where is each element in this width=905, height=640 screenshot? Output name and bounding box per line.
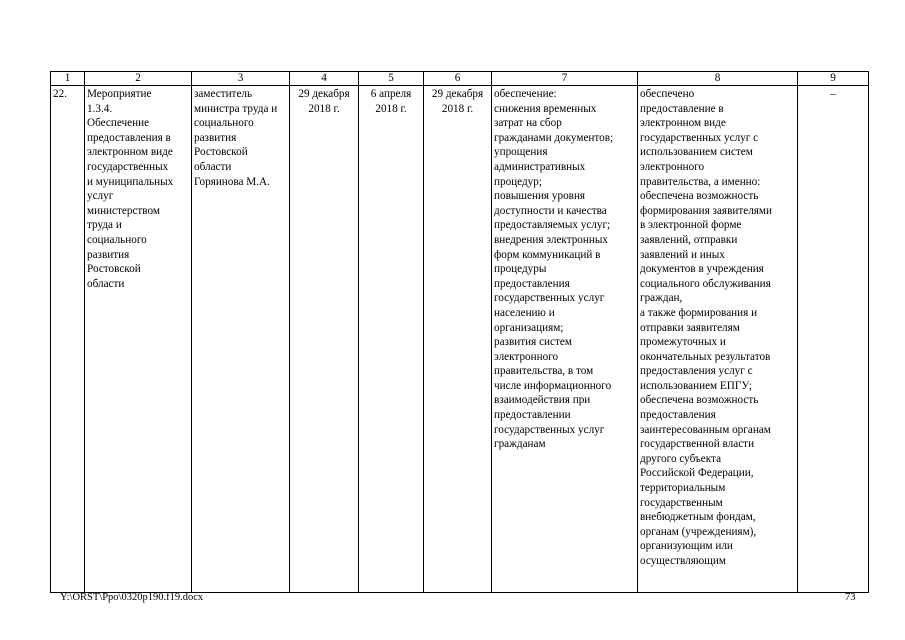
column-number: 4 <box>290 72 359 86</box>
column-number: 8 <box>638 72 798 86</box>
date-plan-cell <box>359 86 424 593</box>
date-start-cell <box>290 86 359 593</box>
date-fact-text: 29 декабря 2018 г. <box>431 88 484 115</box>
column-number: 3 <box>192 72 290 86</box>
responsible-cell <box>192 86 290 593</box>
table-row <box>51 86 869 593</box>
date-fact-cell <box>424 86 492 593</box>
column-number: 1 <box>51 72 85 86</box>
column-number: 5 <box>359 72 424 86</box>
expected-result-cell <box>492 86 638 593</box>
date-start-text: 29 декабря 2018 г. <box>298 88 350 115</box>
row-number: 22. <box>53 88 67 100</box>
column-number: 6 <box>424 72 492 86</box>
event-text: Мероприятие 1.3.4. Обеспечение предоставления в электронном виде государственных и муниципальных услуг министерством труда и социального развития Ростовской области <box>87 88 174 290</box>
date-plan-text: 6 апреля 2018 г. <box>370 88 412 115</box>
column-number: 7 <box>492 72 638 86</box>
note-cell <box>798 86 869 593</box>
actual-result-text: обеспечено предоставление в электронном виде государственных услуг с использованием систем электронного правительства, а именно: обеспечена возможность формирования заявителями в электронной форме заявлений, отправки заявлений и иных документов в учреждения социального обслуживания граждан, а также формирования и отправки заявителям промежуточных и окончательных результатов предоставления услуг с использованием ЕПГУ; обеспечена возможность предоставления заинтересованным органам государственной власти другого субъекта Российской Федерации, территориальным государственным внебюджетным фондам, органам (учреждениям), организующим или осуществляющим <box>640 88 772 567</box>
note-text: – <box>830 88 836 100</box>
report-table <box>50 71 869 593</box>
page-number: 73 <box>845 592 856 603</box>
responsible-text: заместитель министра труда и социального развития Ростовской области Горяинова М.А. <box>194 88 278 188</box>
column-number-row <box>51 72 869 86</box>
file-path: Y:\ORST\Ppo\0320p190.f19.docx <box>60 592 204 603</box>
actual-result-cell <box>638 86 798 593</box>
event-cell <box>85 86 192 593</box>
column-number: 2 <box>85 72 192 86</box>
expected-result-text: обеспечение: снижения временных затрат на сбор гражданами документов; упрощения административных процедур; повышения уровня доступности и качества предоставляемых услуг; внедрения электронных форм коммуникаций в процедуры предоставления государственных услуг населению и организациям; развития систем электронного правительства, в том числе информационного взаимодействия при предоставлении государственных услуг гражданам <box>494 88 614 451</box>
row-number-cell <box>51 86 85 593</box>
column-number: 9 <box>798 72 869 86</box>
